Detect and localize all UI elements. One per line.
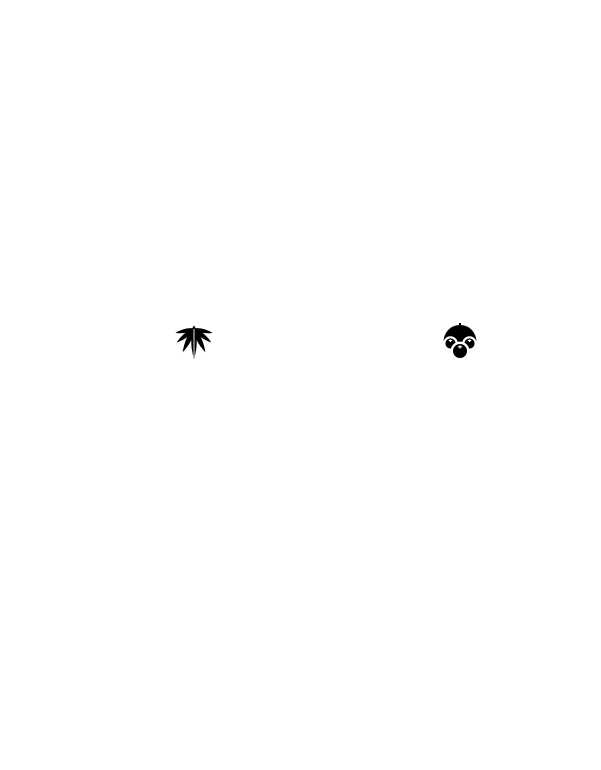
- fruit-icon: [440, 322, 480, 362]
- section-heading-wild-grass-bonsai: [154, 322, 212, 363]
- plant-list: [72, 466, 577, 674]
- toc-bottom-section: [72, 322, 577, 674]
- leaf-icon: [171, 322, 217, 362]
- section-heading-fruit-bonsai: [442, 322, 478, 363]
- toc-top-section: [48, 86, 576, 283]
